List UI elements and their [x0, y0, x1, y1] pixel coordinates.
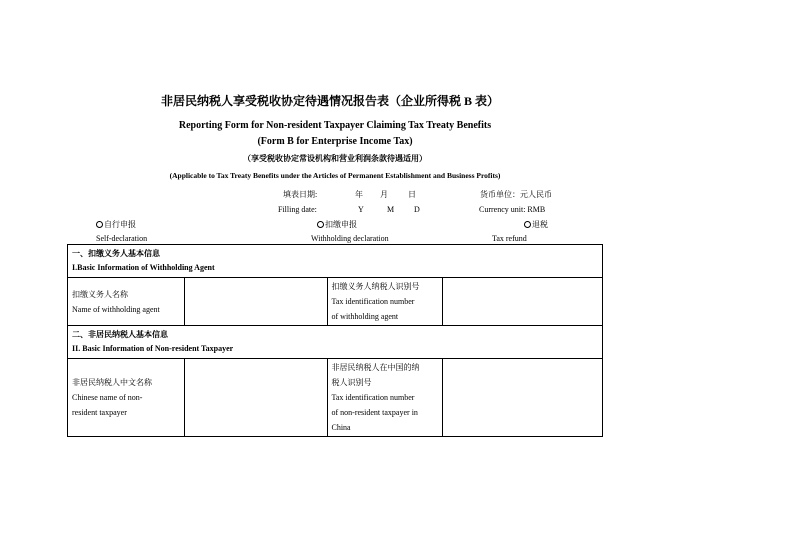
withholding-agent-tin-field[interactable]: [443, 278, 603, 326]
month-label-en: M: [387, 205, 395, 214]
section-heading-en: I.Basic Information of Withholding Agent: [72, 263, 215, 272]
applicability-note-english: (Applicable to Tax Treaty Benefits under the Articles of Permanent Establishment and Business Profits): [169, 171, 501, 180]
table-row: [68, 359, 603, 437]
label-cn: 扣缴义务人纳税人识别号: [331, 282, 420, 291]
label-cn: 非居民纳税人在中国的纳: [331, 363, 420, 372]
non-resident-tin-label: [327, 359, 443, 437]
label-en: Name of withholding agent: [72, 304, 160, 314]
section-heading-cn: 二、非居民纳税人基本信息: [72, 330, 168, 339]
option-label-en: Tax refund: [492, 234, 527, 243]
section-heading-cn: 一、扣缴义务人基本信息: [72, 249, 160, 258]
option-label-en: Self-declaration: [96, 234, 148, 243]
option-label-cn: 扣缴申报: [325, 220, 357, 229]
day-label-en: D: [414, 205, 420, 214]
label-cn: 税人识别号: [331, 378, 372, 387]
fill-date-label-cn: 填表日期:: [283, 190, 318, 199]
label-en: Chinese name of non-: [72, 393, 143, 402]
section-heading-withholding-agent: [68, 245, 603, 278]
fill-date-label-en: Filling date:: [278, 205, 317, 214]
option-label-cn: 退税: [532, 220, 548, 229]
radio-circle-icon[interactable]: [96, 221, 103, 228]
report-form-table: [67, 244, 603, 437]
year-label-en: Y: [358, 205, 364, 214]
label-en: of non-resident taxpayer in: [331, 408, 418, 417]
month-label-cn: 月: [380, 190, 388, 199]
currency-label-en: Currency unit: RMB: [479, 205, 546, 214]
section-heading-en: II. Basic Information of Non-resident Taxpayer: [72, 344, 234, 353]
non-resident-chinese-name-field[interactable]: [184, 359, 327, 437]
label-en: resident taxpayer: [72, 408, 127, 417]
label-cn: 非居民纳税人中文名称: [72, 378, 152, 387]
label-en: China: [331, 423, 351, 432]
currency-label-cn: 货币单位：元人民币: [480, 190, 552, 199]
day-label-cn: 日: [408, 190, 416, 199]
option-label-cn: 自行申报: [104, 220, 136, 229]
form-subtitle-english: (Form B for Enterprise Income Tax): [257, 136, 413, 147]
withholding-agent-tin-label: [327, 278, 443, 326]
label-en: Tax identification number: [331, 393, 415, 402]
option-label-en: Withholding declaration: [311, 234, 389, 243]
option-self-declaration[interactable]: [96, 219, 136, 230]
non-resident-tin-field[interactable]: [443, 359, 603, 437]
option-tax-refund[interactable]: [524, 219, 548, 230]
form-title-english: Reporting Form for Non-resident Taxpayer Claiming Tax Treaty Benefits: [178, 120, 492, 131]
label-cn: 扣缴义务人名称: [72, 289, 128, 299]
non-resident-chinese-name-label: [68, 359, 185, 437]
withholding-agent-name-field[interactable]: [184, 278, 327, 326]
table-row: [68, 278, 603, 326]
withholding-agent-name-label: [68, 278, 185, 326]
radio-circle-icon[interactable]: [317, 221, 324, 228]
radio-circle-icon[interactable]: [524, 221, 531, 228]
year-label-cn: 年: [355, 190, 363, 199]
label-en: of withholding agent: [331, 312, 399, 321]
label-en: Tax identification number: [331, 297, 415, 306]
option-withholding-declaration[interactable]: [317, 219, 357, 230]
form-title-chinese: 非居民纳税人享受税收协定待遇情况报告表（企业所得税 B 表）: [160, 94, 499, 108]
applicability-note-chinese: （享受税收协定常设机构和营业利润条款待遇适用）: [243, 154, 427, 163]
section-heading-non-resident-taxpayer: [68, 326, 603, 359]
